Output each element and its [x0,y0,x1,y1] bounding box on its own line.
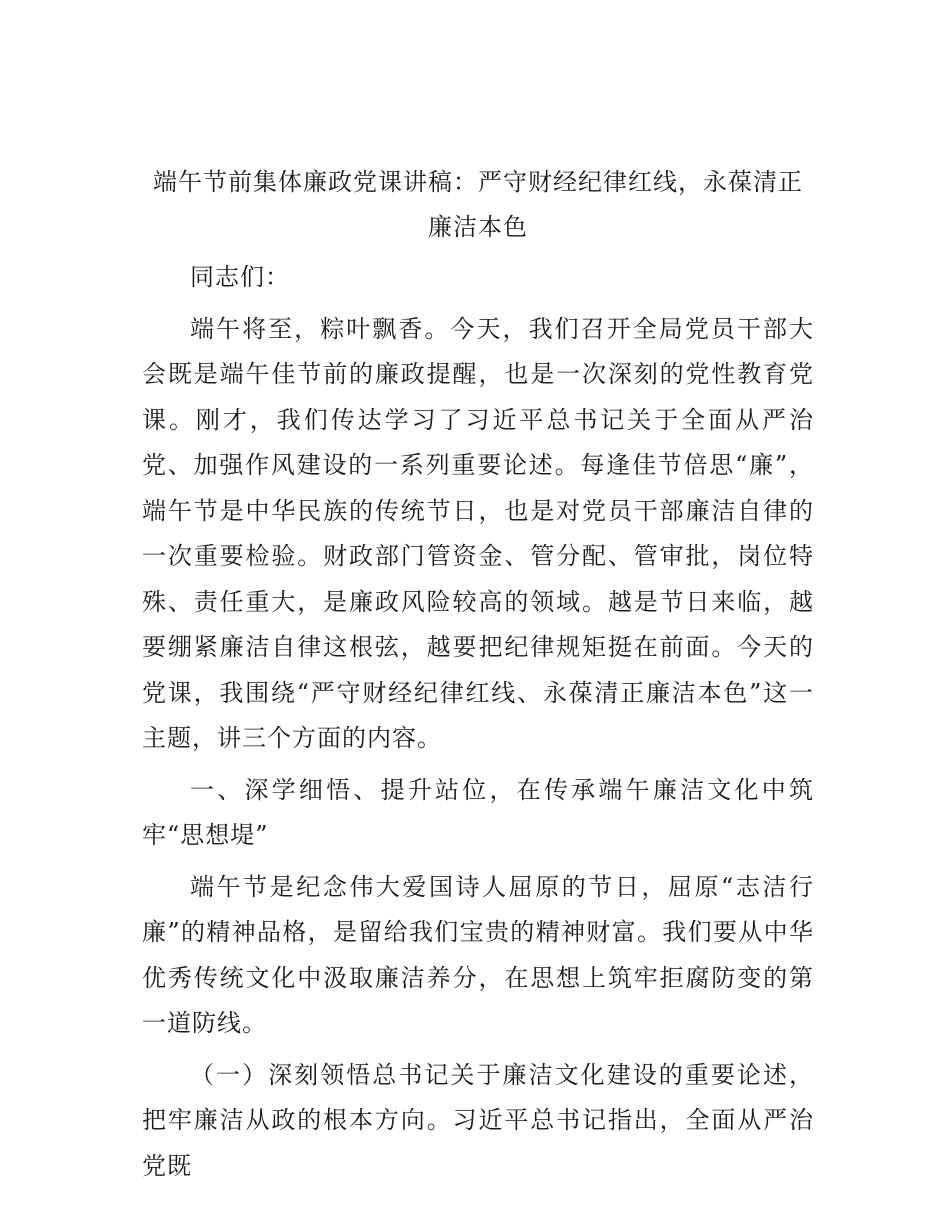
paragraph-intro: 端午将至，粽叶飘香。今天，我们召开全局党员干部大会既是端午佳节前的廉政提醒，也是一次深刻的党性教育党课。刚才，我们传达学习了习近平总书记关于全面从严治党、加强作风建设的一系列重要论述。每逢佳节倍思“廉”，端午节是中华民族的传统节日，也是对党员干部廉洁自律的一次重要检验。财政部门管资金、管分配、管审批，岗位特殊、责任重大，是廉政风险较高的领域。越是节日来临，越要绷紧廉洁自律这根弦，越要把纪律规矩挺在前面。今天的党课，我围绕“严守财经纪律红线、永葆清正廉洁本色”这一主题，讲三个方面的内容。 [142,314,814,752]
section-heading-1: 一、深学细悟、提升站位，在传承端午廉洁文化中筑牢“思想堤” [142,775,814,849]
document-body [142,160,814,1189]
paragraph-subsection-1: （一）深刻领悟总书记关于廉洁文化建设的重要论述，把牢廉洁从政的根本方向。习近平总书记指出，全面从严治党既 [142,1060,814,1180]
paragraph-section-1: 端午节是纪念伟大爱国诗人屈原的节日，屈原“志洁行廉”的精神品格，是留给我们宝贵的精神财富。我们要从中华优秀传统文化中汲取廉洁养分，在思想上筑牢拒腐防变的第一道防线。 [142,872,814,1037]
document-title: 端午节前集体廉政党课讲稿：严守财经纪律红线，永葆清正廉洁本色 [153,168,803,241]
salutation: 同志们： [190,263,290,291]
